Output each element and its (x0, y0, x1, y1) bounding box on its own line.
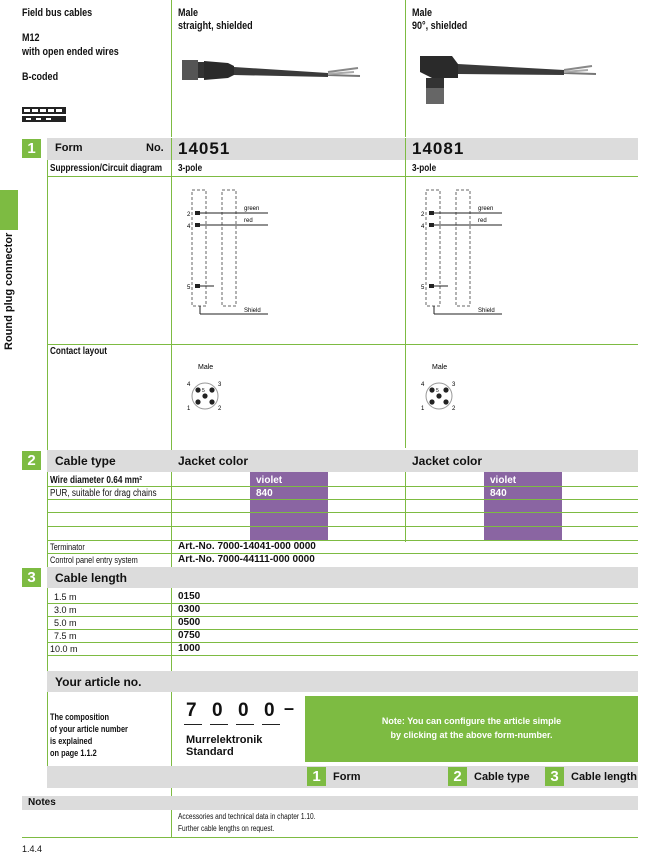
circuit-pin-2: 2 (187, 212, 191, 218)
col1-poles: 3-pole (178, 163, 203, 174)
color-name-1: violet (256, 475, 283, 486)
section-1-badge: 1 (22, 139, 41, 158)
contact-pin-3: 3 (218, 382, 222, 388)
row-line (47, 616, 638, 617)
circuit-pin-2: 2 (421, 212, 425, 218)
contact-pin-3: 3 (452, 382, 456, 388)
circuit-diagram-1 (178, 186, 288, 321)
article-digit-2: 0 (212, 700, 223, 721)
terminator-value: Art.-No. 7000-14041-000 0000 (178, 541, 316, 552)
circuit-label: Suppression/Circuit diagram (50, 163, 163, 174)
notes-band (22, 796, 638, 810)
row-line (47, 499, 638, 500)
row-line (47, 344, 638, 345)
jacket-color-label-2: Jacket color (412, 454, 483, 468)
page-number: 1.4.4 (22, 844, 43, 854)
article-digit-1: 7 (186, 700, 197, 721)
length-code-0500[interactable]: 0500 (178, 617, 201, 628)
legend-badge-2: 2 (448, 767, 467, 786)
panel-entry-value: Art.-No. 7000-44111-000 0000 (178, 554, 315, 565)
circuit-diagram-2 (412, 186, 522, 321)
connector-type: M12 (22, 32, 40, 44)
article-dash: – (284, 698, 295, 718)
composition-line-2: of your article number (50, 724, 128, 734)
digit-underline (236, 724, 254, 725)
wire-red-label: red (478, 218, 487, 224)
form-label: Form (55, 142, 83, 154)
digit-underline (262, 724, 280, 725)
length-10-0: 10.0 m (50, 644, 78, 654)
legend-cable-type: Cable type (474, 771, 530, 783)
length-3-0: 3.0 m (54, 605, 77, 615)
contact-layout-label: Contact layout (50, 346, 107, 357)
jacket-color-label-1: Jacket color (178, 454, 249, 468)
circuit-pin-5: 5 (187, 285, 191, 291)
coding-icon (22, 106, 68, 124)
contact-male-label: Male (432, 364, 448, 371)
color-code-2[interactable]: 840 (490, 488, 507, 499)
side-tab (3, 232, 17, 364)
section-3-badge: 3 (22, 568, 41, 587)
col2-poles: 3-pole (412, 163, 437, 174)
cable-type-band (47, 450, 638, 472)
composition-line-1: The composition (50, 712, 110, 722)
col-divider-2-sec2 (405, 472, 406, 542)
length-1-5: 1.5 m (54, 592, 77, 602)
note-box (305, 696, 638, 762)
col1-gender: Male (178, 7, 199, 19)
contact-male-label: Male (198, 364, 214, 371)
digit-underline (210, 724, 228, 725)
left-border (47, 160, 48, 788)
legend-cable-length: Cable length (571, 771, 638, 783)
article-digit-4: 0 (264, 700, 275, 721)
composition-line-4: on page 1.1.2 (50, 748, 97, 758)
side-tab-marker (0, 190, 18, 230)
form-number-14051[interactable]: 14051 (178, 139, 231, 158)
row-line (47, 486, 638, 487)
length-5-0: 5.0 m (54, 618, 77, 628)
col-divider-1-top (171, 0, 172, 137)
cable-material: PUR, suitable for drag chains (50, 488, 157, 499)
length-code-1000[interactable]: 1000 (178, 643, 201, 654)
color-code-1[interactable]: 840 (256, 488, 273, 499)
col-divider-2-top (405, 0, 406, 137)
side-tab-label: Round plug connector (3, 232, 15, 350)
note-line-2: by clicking at the above form-number. (390, 730, 553, 740)
col-divider-2 (405, 138, 406, 448)
brand-line-2: Standard (186, 746, 234, 758)
notes-bottom-line (22, 837, 638, 838)
contact-pin-2: 2 (452, 406, 456, 412)
brand-line-1: Murrelektronik (186, 734, 263, 746)
section-2-badge: 2 (22, 451, 41, 470)
form-band (47, 138, 638, 160)
cable-length-label: Cable length (55, 571, 128, 585)
notes-line-2: Further cable lengths on request. (178, 824, 275, 833)
circuit-pin-5: 5 (421, 285, 425, 291)
row-line (47, 553, 638, 554)
article-digit-3: 0 (238, 700, 249, 721)
contact-layout-1 (178, 360, 238, 418)
notes-label: Notes (28, 797, 56, 808)
length-7-5: 7.5 m (54, 631, 77, 641)
row-line (47, 540, 638, 541)
no-label: No. (146, 142, 164, 154)
col2-gender: Male (412, 7, 433, 19)
contact-pin-2: 2 (218, 406, 222, 412)
wire-green-label: green (478, 206, 494, 212)
cable-length-band (47, 567, 638, 588)
product-line: Field bus cables (22, 7, 93, 19)
legend-badge-1: 1 (307, 767, 326, 786)
straight-connector-image (178, 54, 368, 90)
wire-red-label: red (244, 218, 253, 224)
row-line (47, 526, 638, 527)
circuit-pin-4: 4 (187, 224, 191, 230)
digit-underline (184, 724, 202, 725)
terminator-label: Terminator (50, 542, 85, 552)
contact-pin-4: 4 (187, 382, 191, 388)
note-line-1: Note: You can configure the article simple (381, 716, 562, 726)
contact-pin-5: 5 (202, 388, 205, 394)
col-divider-1 (171, 138, 172, 838)
row-line (47, 176, 638, 177)
row-line (47, 642, 638, 643)
legend-form: Form (333, 771, 361, 783)
angled-connector-image (414, 52, 604, 112)
shield-label: Shield (478, 308, 495, 314)
color-name-2: violet (490, 475, 517, 486)
length-code-0300[interactable]: 0300 (178, 604, 201, 615)
contact-pin-1: 1 (187, 406, 191, 412)
article-title: Your article no. (55, 675, 142, 689)
length-code-0150[interactable]: 0150 (178, 591, 201, 602)
col2-desc: 90°, shielded (412, 20, 468, 32)
legend-badge-3: 3 (545, 767, 564, 786)
notes-line-1: Accessories and technical data in chapter 1.10. (178, 812, 316, 821)
contact-pin-1: 1 (421, 406, 425, 412)
row-line (47, 655, 638, 656)
col1-desc: straight, shielded (178, 20, 253, 32)
panel-entry-label: Control panel entry system (50, 555, 138, 565)
shield-label: Shield (244, 308, 261, 314)
row-line (47, 603, 638, 604)
wire-desc: with open ended wires (22, 46, 119, 58)
length-code-0750[interactable]: 0750 (178, 630, 201, 641)
wire-green-label: green (244, 206, 260, 212)
composition-line-3: is explained (50, 736, 93, 746)
contact-layout-2 (412, 360, 472, 418)
contact-pin-4: 4 (421, 382, 425, 388)
wire-diameter: Wire diameter 0.64 mm² (50, 475, 142, 486)
circuit-pin-4: 4 (421, 224, 425, 230)
coding: B-coded (22, 71, 59, 83)
row-line (47, 629, 638, 630)
form-number-14081[interactable]: 14081 (412, 139, 465, 158)
row-line (47, 512, 638, 513)
cable-type-label: Cable type (55, 454, 116, 468)
contact-pin-5: 5 (436, 388, 439, 394)
